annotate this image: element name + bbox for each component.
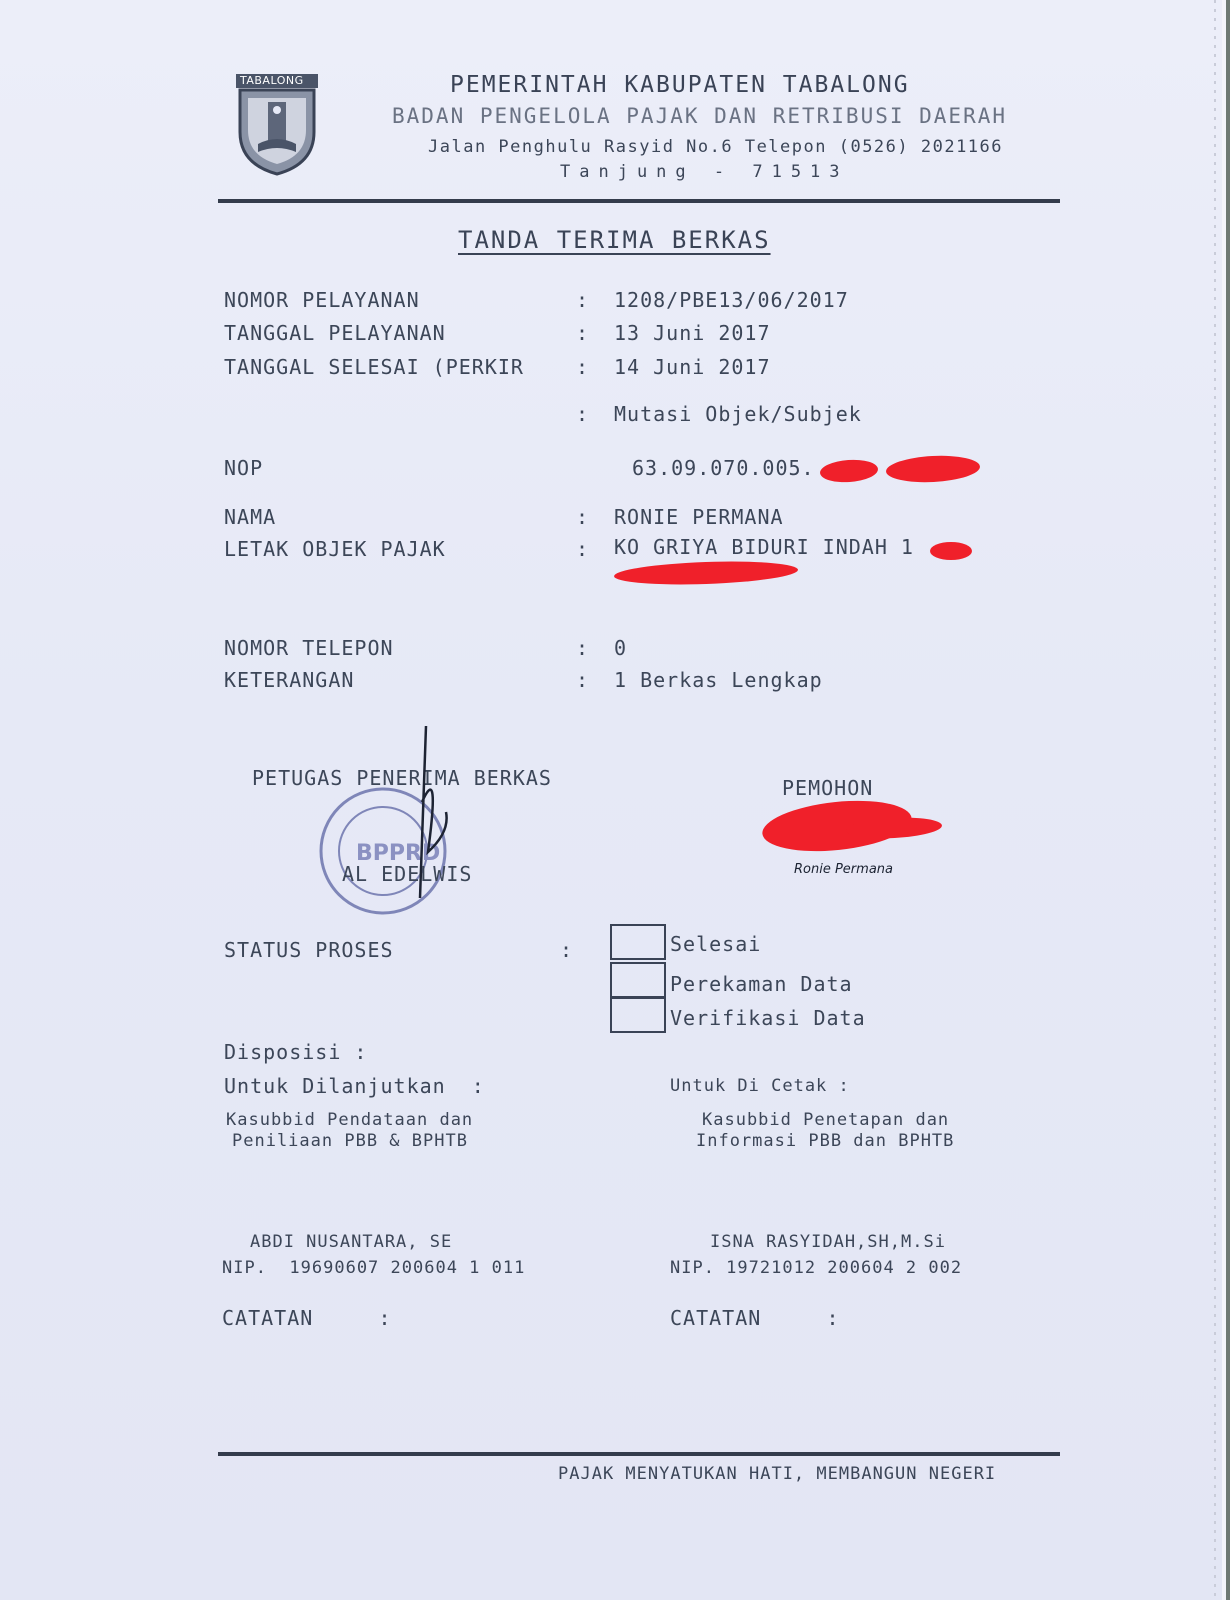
label-nomor-pelayanan: NOMOR PELAYANAN (224, 288, 420, 312)
status-option-verifikasi: Verifikasi Data (670, 1006, 866, 1030)
disposisi-label: Disposisi : (224, 1040, 368, 1064)
catatan-right: CATATAN : (670, 1306, 840, 1330)
disposisi-left-heading: Untuk Dilanjutkan : (224, 1074, 485, 1098)
label-tanggal-pelayanan: TANGGAL PELAYANAN (224, 321, 446, 345)
disposisi-right-heading: Untuk Di Cetak : (670, 1076, 850, 1096)
disposisi-right-unit: Kasubbid Penetapan dan (702, 1110, 950, 1130)
petugas-label: PETUGAS PENERIMA BERKAS (252, 766, 552, 790)
colon: : (576, 505, 590, 529)
value-nomor-telepon: 0 (614, 636, 628, 660)
petugas-name: AL EDELWIS (342, 862, 473, 886)
redaction-mark (885, 454, 980, 485)
label-nomor-telepon: NOMOR TELEPON (224, 636, 394, 660)
header-government: PEMERINTAH KABUPATEN TABALONG (450, 72, 910, 98)
pemohon-name: Ronie Permana (794, 862, 893, 877)
colon: : (576, 321, 590, 345)
header-agency: BADAN PENGELOLA PAJAK DAN RETRIBUSI DAERAH (392, 104, 1008, 128)
perforated-edge (1214, 0, 1216, 1600)
redaction-mark (614, 559, 799, 587)
logo-text: TABALONG (240, 74, 304, 87)
value-jenis-layanan: Mutasi Objek/Subjek (614, 402, 862, 426)
left-official-nip: NIP. 19690607 200604 1 011 (222, 1258, 526, 1278)
footer-rule (218, 1452, 1060, 1456)
status-option-selesai: Selesai (670, 932, 762, 956)
redaction-mark (819, 458, 878, 484)
label-letak-objek-pajak: LETAK OBJEK PAJAK (224, 537, 446, 561)
colon: : (576, 402, 590, 426)
document-title: TANDA TERIMA BERKAS (458, 226, 771, 254)
value-tanggal-pelayanan: 13 Juni 2017 (614, 321, 771, 345)
pemohon-label: PEMOHON (782, 776, 874, 800)
header-address: Jalan Penghulu Rasyid No.6 Telepon (0526) 2021166 (428, 137, 1004, 157)
colon: : (576, 355, 590, 379)
status-checkbox-verifikasi (610, 997, 666, 1033)
redaction-mark (930, 542, 972, 560)
value-letak-objek-pajak: KO GRIYA BIDURI INDAH 1 (614, 535, 914, 559)
header-city: Tanjung - 71513 (560, 162, 849, 182)
colon: : (576, 636, 590, 660)
catatan-left: CATATAN : (222, 1306, 392, 1330)
disposisi-left-unit: Kasubbid Pendataan dan (226, 1110, 474, 1130)
label-keterangan: KETERANGAN (224, 668, 355, 692)
right-official-name: ISNA RASYIDAH,SH,M.Si (710, 1232, 946, 1252)
colon: : (576, 537, 590, 561)
footer-motto: PAJAK MENYATUKAN HATI, MEMBANGUN NEGERI (558, 1464, 997, 1484)
disposisi-right-unit: Informasi PBB dan BPHTB (696, 1131, 955, 1151)
value-nama: RONIE PERMANA (614, 505, 784, 529)
status-checkbox-perekaman (610, 962, 666, 998)
label-nama: NAMA (224, 505, 277, 529)
value-nop: 63.09.070.005. (632, 456, 815, 480)
colon: : (576, 668, 590, 692)
status-option-perekaman: Perekaman Data (670, 972, 853, 996)
left-official-name: ABDI NUSANTARA, SE (250, 1232, 453, 1252)
colon: : (560, 938, 574, 962)
svg-text:BPPRD: BPPRD (356, 841, 441, 866)
value-nomor-pelayanan: 1208/PBE13/06/2017 (614, 288, 849, 312)
colon: : (576, 288, 590, 312)
right-official-nip: NIP. 19721012 200604 2 002 (670, 1258, 963, 1278)
value-keterangan: 1 Berkas Lengkap (614, 668, 823, 692)
status-checkbox-selesai (610, 924, 666, 960)
status-label: STATUS PROSES (224, 938, 394, 962)
header-rule (218, 199, 1060, 203)
label-nop: NOP (224, 456, 264, 480)
tabalong-logo-icon (234, 72, 320, 176)
value-tanggal-selesai: 14 Juni 2017 (614, 355, 771, 379)
disposisi-left-unit: Peniliaan PBB & BPHTB (232, 1131, 468, 1151)
label-tanggal-selesai: TANGGAL SELESAI (PERKIR (224, 355, 524, 379)
